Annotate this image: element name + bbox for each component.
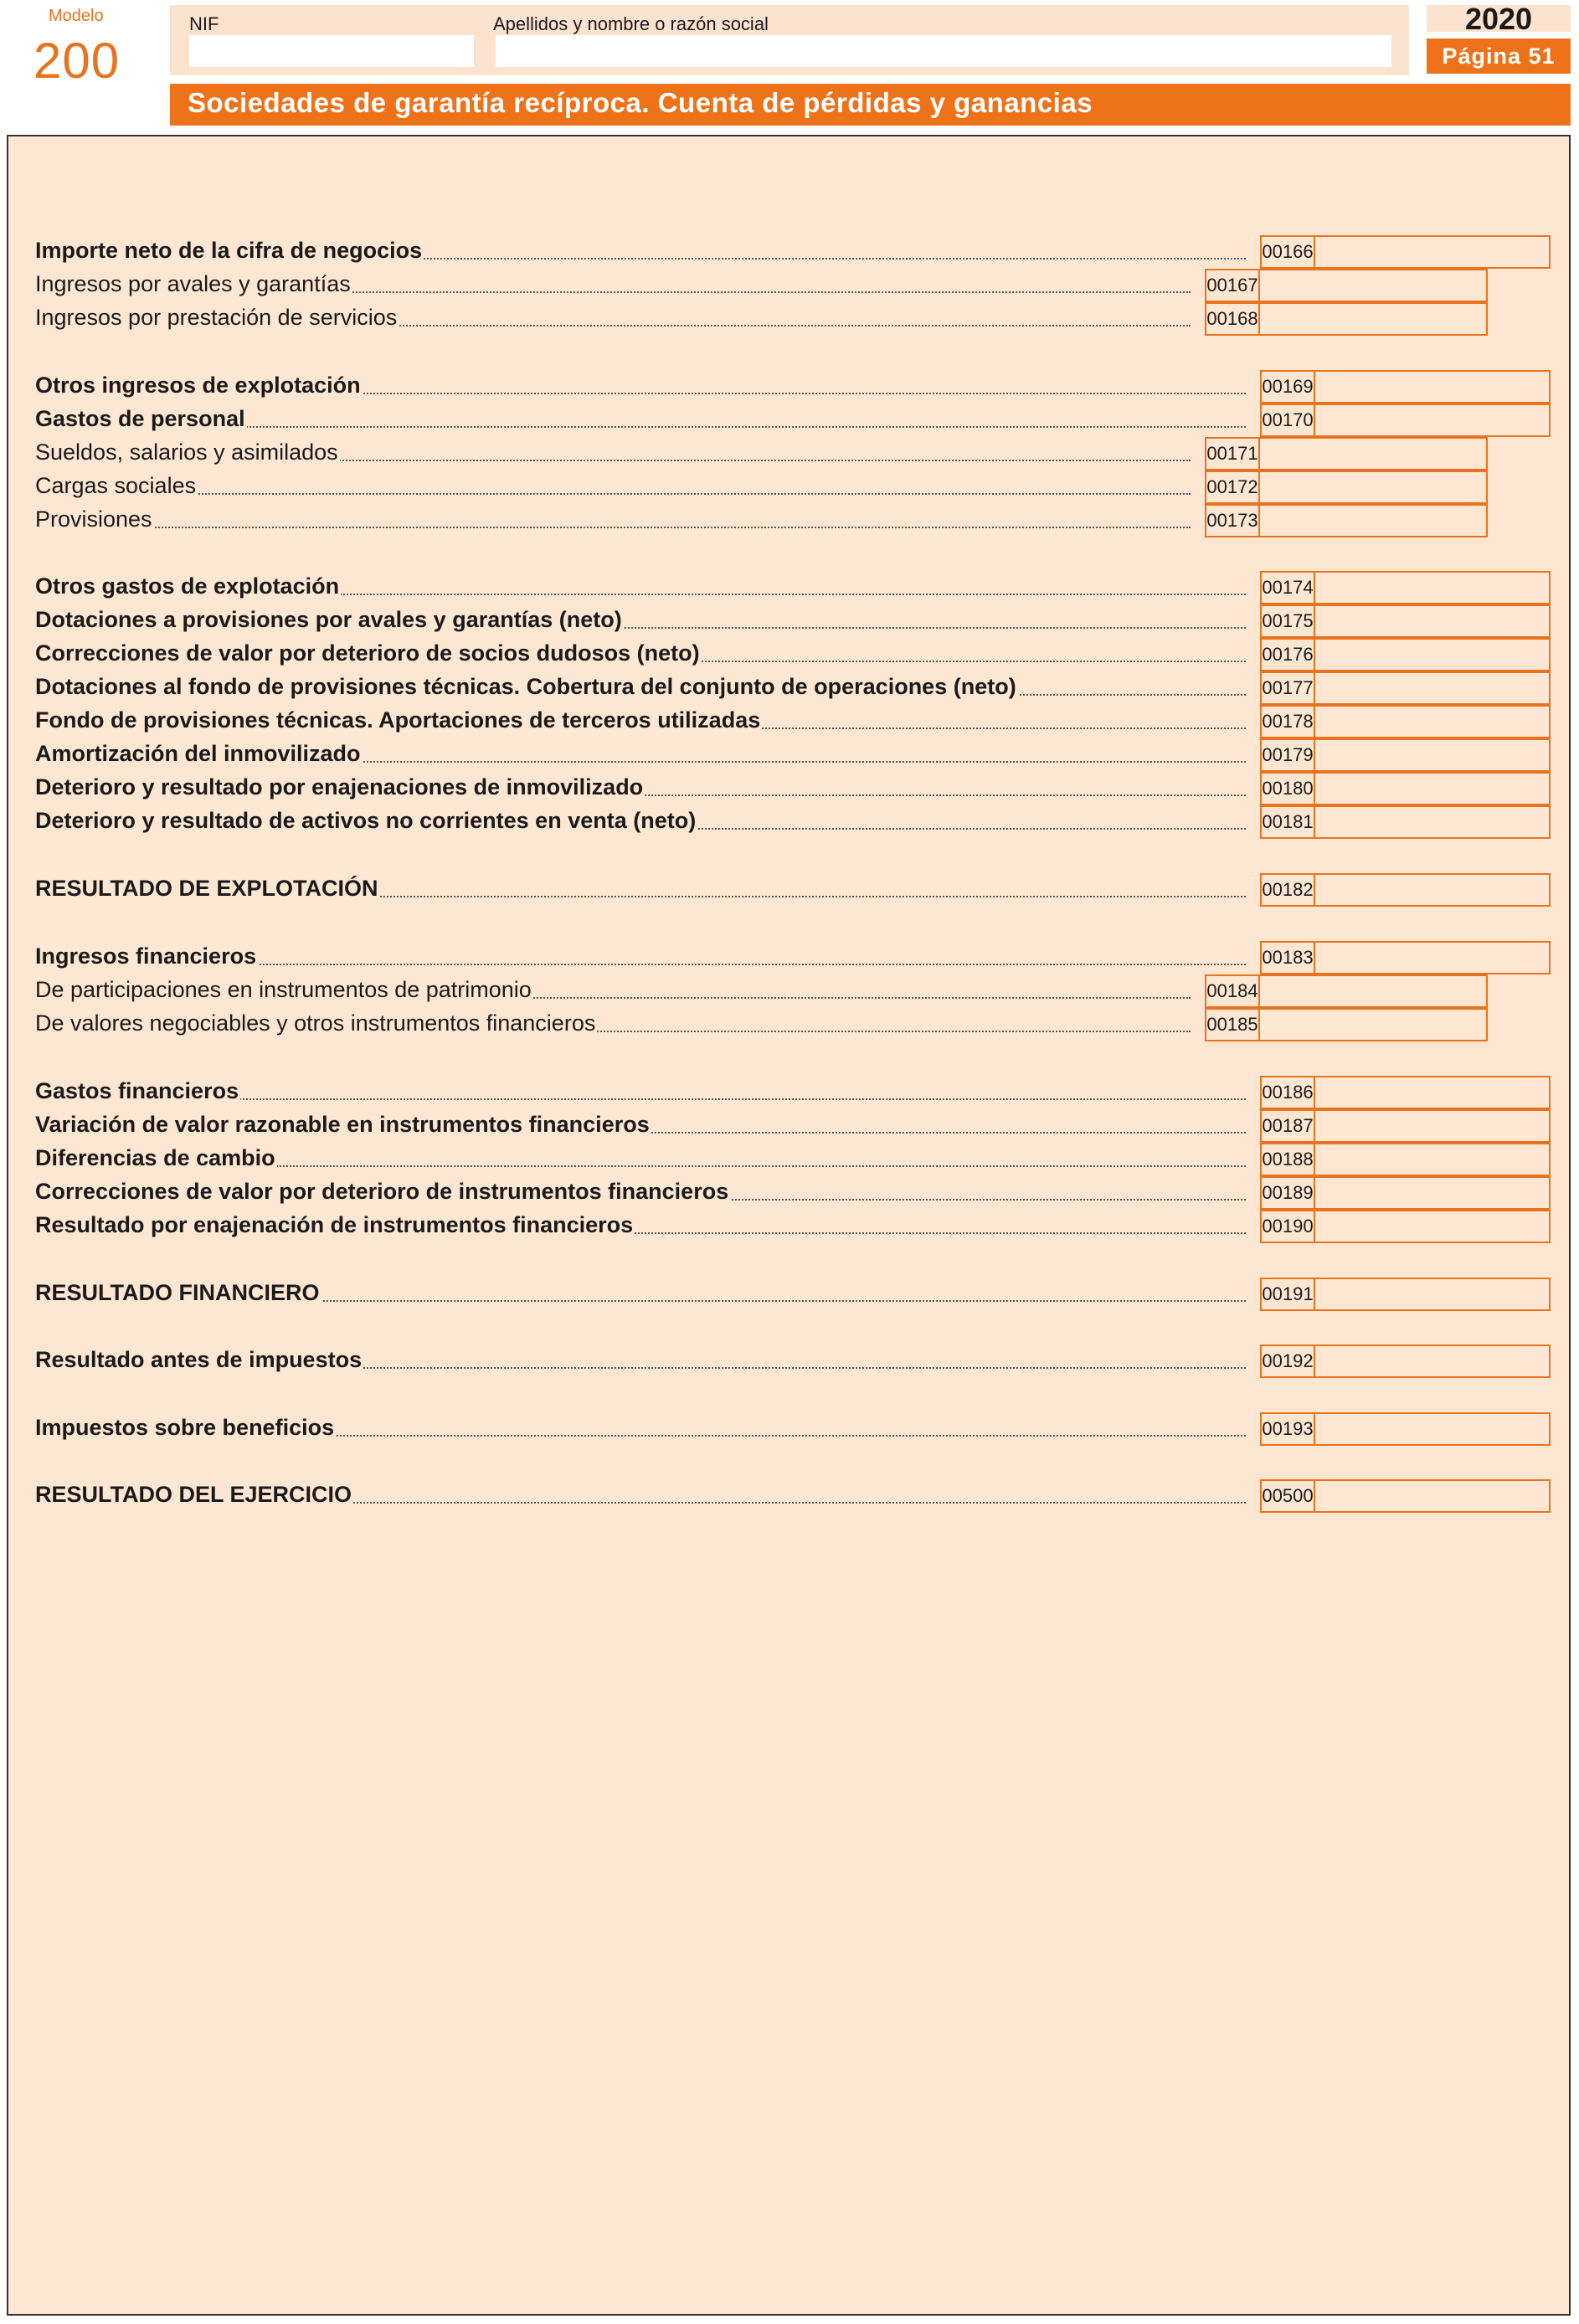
- amount-field-00189[interactable]: [1315, 1176, 1551, 1210]
- row-label: RESULTADO FINANCIERO: [35, 1280, 320, 1305]
- form-row-00183: [35, 942, 1551, 972]
- amount-field-00188[interactable]: [1315, 1143, 1551, 1176]
- row-label: Importe neto de la cifra de negocios: [35, 238, 423, 263]
- year: 2020: [1464, 2, 1533, 36]
- form-row-00174: [35, 572, 1551, 602]
- box-code: 00190: [1260, 1210, 1315, 1243]
- form-row-00192: [35, 1345, 1551, 1375]
- amount-field-00185[interactable]: [1260, 1008, 1488, 1041]
- row-label: Ingresos por avales y garantías: [35, 271, 351, 296]
- amount-field-00184[interactable]: [1260, 974, 1488, 1008]
- box-code: 00169: [1260, 370, 1315, 404]
- box-code: 00171: [1205, 437, 1260, 470]
- form-row-00175: [35, 605, 1551, 635]
- amount-field-00186[interactable]: [1315, 1076, 1551, 1109]
- box-code: 00192: [1260, 1345, 1315, 1378]
- form-row-00189: [35, 1177, 1551, 1207]
- box-code: 00184: [1205, 974, 1260, 1008]
- form-row-00182: [35, 874, 1551, 904]
- amount-field-00174[interactable]: [1315, 571, 1551, 604]
- form-row-00193: [35, 1413, 1551, 1443]
- form-row-00178: [35, 706, 1551, 736]
- box-code: 00176: [1260, 638, 1315, 671]
- box-code: 00180: [1260, 772, 1315, 805]
- form-row-00186: [35, 1077, 1551, 1107]
- form-row-00190: [35, 1211, 1551, 1241]
- amount-field-00175[interactable]: [1315, 604, 1551, 638]
- row-label: Impuestos sobre beneficios: [35, 1415, 335, 1440]
- dot-leader: [35, 500, 1191, 528]
- amount-field-00177[interactable]: [1315, 671, 1551, 705]
- modelo-label: Modelo: [49, 7, 104, 25]
- box-code: 00179: [1260, 738, 1315, 772]
- page-badge: Página 51: [1427, 39, 1571, 74]
- row-label: Gastos de personal: [35, 406, 245, 431]
- amount-field-00166[interactable]: [1315, 235, 1551, 269]
- row-label: Resultado por enajenación de instrumentos financieros: [35, 1212, 634, 1237]
- amount-field-00182[interactable]: [1315, 873, 1551, 907]
- amount-field-00173[interactable]: [1260, 504, 1488, 537]
- form-row-00171: [35, 438, 1551, 468]
- form-row-00176: [35, 639, 1551, 669]
- box-code: 00183: [1260, 941, 1315, 974]
- amount-field-00183[interactable]: [1315, 941, 1551, 974]
- row-label: Correcciones de valor por deterioro de instrumentos financieros: [35, 1179, 729, 1204]
- row-label: Provisiones: [35, 506, 152, 532]
- row-label: Dotaciones al fondo de provisiones técnicas. Cobertura del conjunto de operaciones (neto): [35, 674, 1016, 699]
- box-code: 00185: [1205, 1008, 1260, 1041]
- form-row-00500: [35, 1480, 1551, 1510]
- page-title: Sociedades de garantía recíproca. Cuenta de pérdidas y ganancias: [188, 87, 1093, 118]
- form-row-00170: [35, 404, 1551, 434]
- row-label: Amortización del inmovilizado: [35, 741, 361, 766]
- row-label: Fondo de provisiones técnicas. Aportaciones de terceros utilizadas: [35, 707, 761, 733]
- amount-field-00192[interactable]: [1315, 1345, 1551, 1378]
- amount-field-00193[interactable]: [1315, 1412, 1551, 1446]
- row-label: Otros ingresos de explotación: [35, 373, 361, 398]
- row-label: Ingresos por prestación de servicios: [35, 305, 398, 330]
- amount-field-00190[interactable]: [1315, 1210, 1551, 1243]
- amount-field-00169[interactable]: [1315, 370, 1551, 404]
- box-code: 00168: [1205, 302, 1260, 336]
- amount-field-00179[interactable]: [1315, 738, 1551, 772]
- row-label: Cargas sociales: [35, 473, 197, 498]
- form-row-00172: [35, 471, 1551, 501]
- form-row-00168: [35, 303, 1551, 333]
- form-row-00167: [35, 270, 1551, 300]
- amount-field-00171[interactable]: [1260, 437, 1488, 470]
- row-label: De valores negociables y otros instrumentos financieros: [35, 1010, 596, 1036]
- nif-label: NIF: [189, 13, 219, 34]
- amount-field-00181[interactable]: [1315, 805, 1551, 839]
- box-code: 00174: [1260, 571, 1315, 604]
- box-code: 00181: [1260, 805, 1315, 839]
- amount-field-00168[interactable]: [1260, 302, 1488, 336]
- form-row-00166: [35, 236, 1551, 266]
- dot-leader: [35, 466, 1191, 495]
- amount-field-00187[interactable]: [1315, 1109, 1551, 1143]
- row-label: Diferencias de cambio: [35, 1145, 275, 1170]
- box-code: 00178: [1260, 705, 1315, 738]
- box-code: 00500: [1260, 1479, 1315, 1513]
- box-code: 00191: [1260, 1278, 1315, 1311]
- box-code: 00187: [1260, 1109, 1315, 1143]
- box-code: 00167: [1205, 269, 1260, 302]
- amount-field-00172[interactable]: [1260, 470, 1488, 504]
- box-code: 00189: [1260, 1176, 1315, 1210]
- box-code: 00172: [1205, 470, 1260, 504]
- row-label: Deterioro y resultado por enajenaciones de inmovilizado: [35, 774, 644, 800]
- box-code: 00173: [1205, 504, 1260, 537]
- form-row-00177: [35, 672, 1551, 702]
- row-label: Ingresos financieros: [35, 943, 257, 969]
- form-row-00185: [35, 1009, 1551, 1039]
- nif-input[interactable]: [189, 35, 474, 67]
- form-row-00179: [35, 739, 1551, 769]
- row-label: RESULTADO DEL EJERCICIO: [35, 1482, 352, 1507]
- row-label: Variación de valor razonable en instrumentos financieros: [35, 1112, 650, 1137]
- row-label: Gastos financieros: [35, 1078, 239, 1103]
- row-label: Otros gastos de explotación: [35, 573, 340, 599]
- row-label: De participaciones en instrumentos de patrimonio: [35, 977, 532, 1002]
- row-label: Correcciones de valor por deterioro de socios dudosos (neto): [35, 640, 700, 666]
- form-row-00169: [35, 371, 1551, 401]
- name-label: Apellidos y nombre o razón social: [493, 13, 769, 34]
- amount-field-00500[interactable]: [1315, 1479, 1551, 1513]
- amount-field-00176[interactable]: [1315, 638, 1551, 671]
- box-code: 00166: [1260, 235, 1315, 269]
- name-input[interactable]: [496, 35, 1391, 67]
- amount-field-00191[interactable]: [1315, 1278, 1551, 1311]
- form-row-00188: [35, 1144, 1551, 1174]
- box-code: 00170: [1260, 404, 1315, 437]
- box-code: 00182: [1260, 873, 1315, 907]
- row-label: Resultado antes de impuestos: [35, 1347, 363, 1372]
- form-row-00181: [35, 806, 1551, 836]
- amount-field-00167[interactable]: [1260, 269, 1488, 302]
- form-row-00191: [35, 1278, 1551, 1309]
- amount-field-00180[interactable]: [1315, 772, 1551, 805]
- amount-field-00178[interactable]: [1315, 705, 1551, 738]
- row-label: Deterioro y resultado de activos no corrientes en venta (neto): [35, 808, 697, 833]
- box-code: 00193: [1260, 1412, 1315, 1446]
- box-code: 00175: [1260, 604, 1315, 638]
- amount-field-00170[interactable]: [1315, 404, 1551, 437]
- form-row-00180: [35, 773, 1551, 803]
- row-label: Sueldos, salarios y asimilados: [35, 440, 338, 465]
- box-code: 00186: [1260, 1076, 1315, 1109]
- row-label: RESULTADO DE EXPLOTACIÓN: [35, 876, 378, 901]
- form-row-00187: [35, 1110, 1551, 1140]
- row-label: Dotaciones a provisiones por avales y garantías (neto): [35, 607, 622, 632]
- box-code: 00188: [1260, 1143, 1315, 1176]
- form-row-00173: [35, 505, 1551, 535]
- modelo-number: 200: [33, 33, 121, 89]
- box-code: 00177: [1260, 671, 1315, 705]
- form-row-00184: [35, 975, 1551, 1005]
